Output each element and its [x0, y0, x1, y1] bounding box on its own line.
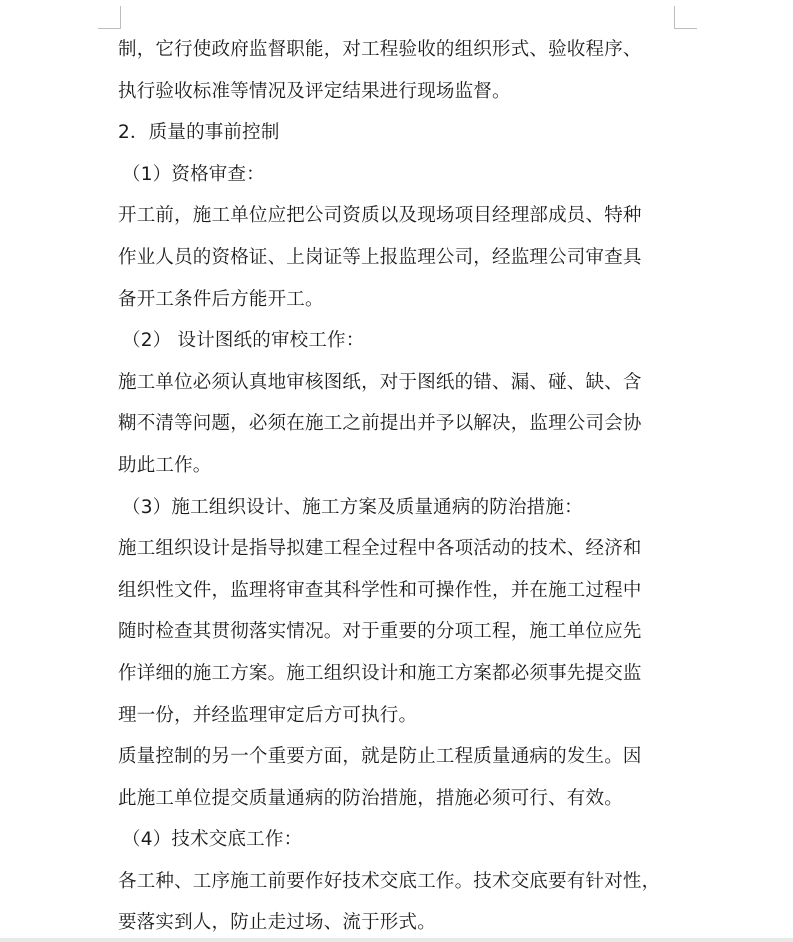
subsection-heading: （1）资格审查： [122, 163, 265, 185]
section-heading: 2．质量的事前控制 [118, 122, 280, 144]
body-line: 各工种、工序施工前要作好技术交底工作。技术交底要有针对性， [118, 870, 661, 892]
body-line: 执行验收标准等情况及评定结果进行现场监督。 [118, 80, 511, 102]
body-line: 作详细的施工方案。施工组织设计和施工方案都必须事先提交监 [118, 662, 642, 684]
body-line: 组织性文件，监理将审查其科学性和可操作性，并在施工过程中 [118, 579, 642, 601]
subsection-heading: （2） 设计图纸的审校工作： [122, 330, 365, 352]
document-body [118, 29, 678, 942]
body-line: 施工单位必须认真地审核图纸，对于图纸的错、漏、碰、缺、含 [118, 371, 642, 393]
body-line: 制，它行使政府监督职能，对工程验收的组织形式、验收程序、 [118, 39, 642, 60]
body-line: 要落实到人，防止走过场、流于形式。 [118, 912, 436, 934]
body-line: 备开工条件后方能开工。 [118, 288, 324, 310]
crop-mark-top-right [674, 6, 697, 29]
body-line: 施工组织设计是指导拟建工程全过程中各项活动的技术、经济和 [118, 538, 642, 560]
body-line: 此施工单位提交质量通病的防治措施，措施必须可行、有效。 [118, 787, 623, 809]
body-line: 糊不清等问题，必须在施工之前提出并予以解决，监理公司会协 [118, 413, 642, 435]
crop-mark-top-left [98, 6, 121, 29]
body-line: 理一份，并经监理审定后方可执行。 [118, 704, 418, 726]
page-bottom-edge [0, 938, 793, 942]
body-line: 作业人员的资格证、上岗证等上报监理公司，经监理公司审查具 [118, 246, 642, 268]
body-line: 开工前，施工单位应把公司资质以及现场项目经理部成员、特种 [118, 205, 642, 227]
body-line: 助此工作。 [118, 454, 212, 476]
body-line: 质量控制的另一个重要方面，就是防止工程质量通病的发生。因 [118, 746, 642, 768]
body-line: 随时检查其贯彻落实情况。对于重要的分项工程，施工单位应先 [118, 621, 642, 643]
subsection-heading: （4）技术交底工作： [122, 829, 303, 851]
subsection-heading: （3）施工组织设计、施工方案及质量通病的防治措施： [122, 496, 583, 518]
